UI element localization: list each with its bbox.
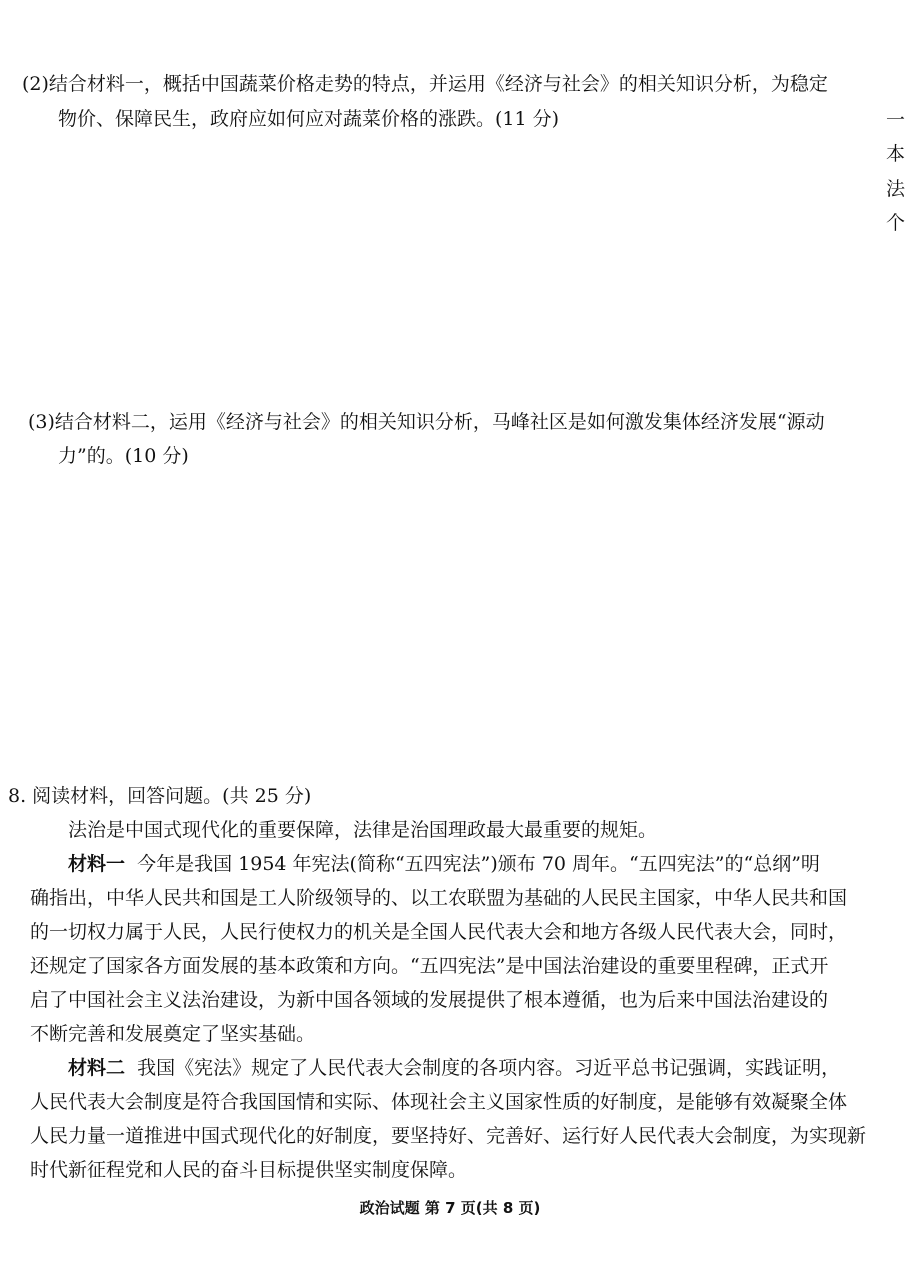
material-1-text: 今年是我国 1954 年宪法(简称“五四宪法”)颁布 70 周年。“五四宪法”的“总纲”明 <box>137 853 820 875</box>
page-footer: 政治试题 第 7 页(共 8 页) <box>359 1199 541 1217</box>
material-1-line-3: 的一切权力属于人民，人民行使权力的机关是全国人民代表大会和地方各级人民代表大会，同时， <box>30 921 848 943</box>
material-1-line-2: 确指出，中华人民共和国是工人阶级领导的、以工农联盟为基础的人民民主国家，中华人民共和国 <box>30 887 848 909</box>
q2-line-1: (2)结合材料一，概括中国蔬菜价格走势的特点，并运用《经济与社会》的相关知识分析，为稳定 <box>22 73 828 95</box>
material-1-first-line <box>68 852 820 876</box>
margin-char-2: 本 <box>886 143 905 165</box>
margin-char-1: 一 <box>886 109 905 131</box>
material-1-line-4: 还规定了国家各方面发展的基本政策和方向。“五四宪法”是中国法治建设的重要里程碑，正式开 <box>30 955 829 977</box>
q2-line-2: 物价、保障民生，政府应如何应对蔬菜价格的涨跌。(11 分) <box>58 108 560 130</box>
q3-line-2: 力”的。(10 分) <box>58 445 189 467</box>
material-2-line-3: 人民力量一道推进中国式现代化的好制度，要坚持好、完善好、运行好人民代表大会制度，为实现新 <box>30 1125 867 1147</box>
margin-char-3: 法 <box>886 178 905 200</box>
material-1-line-6: 不断完善和发展奠定了坚实基础。 <box>30 1023 316 1045</box>
material-2-label: 材料二 <box>68 1057 126 1079</box>
material-1-line-5: 启了中国社会主义法治建设，为新中国各领域的发展提供了根本遵循，也为后来中国法治建设的 <box>30 989 829 1011</box>
q8-intro: 法治是中国式现代化的重要保障，法律是治国理政最大最重要的规矩。 <box>68 819 658 841</box>
margin-char-4: 个 <box>886 212 905 234</box>
material-2-text: 我国《宪法》规定了人民代表大会制度的各项内容。习近平总书记强调，实践证明， <box>137 1057 841 1079</box>
q3-line-1: (3)结合材料二，运用《经济与社会》的相关知识分析，马峰社区是如何激发集体经济发展“源动 <box>28 411 825 433</box>
material-2-line-2: 人民代表大会制度是符合我国国情和实际、体现社会主义国家性质的好制度，是能够有效凝聚全体 <box>30 1091 848 1113</box>
material-2-line-4: 时代新征程党和人民的奋斗目标提供坚实制度保障。 <box>30 1159 468 1181</box>
material-1-label: 材料一 <box>68 853 126 875</box>
q8-heading: 8. 阅读材料，回答问题。(共 25 分) <box>8 785 312 807</box>
material-2-first-line <box>68 1056 840 1080</box>
